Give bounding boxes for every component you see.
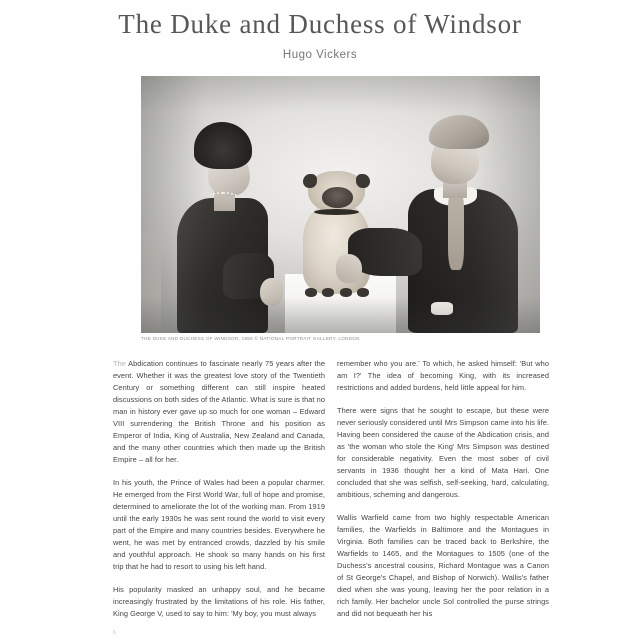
page-number: 6	[113, 630, 116, 636]
paragraph	[113, 477, 325, 573]
body-column-left	[113, 358, 325, 630]
paragraph-text: There were signs that he sought to escape, but these were never seriously considered until Mrs Simpson came into his life. Having been considered the cause of the Abdication crisis, and as 'the woman who stole the King' Mrs Simpson was destined for considerable negativity. Even the most sober of civil servants in 1936 thought her a kind of Mata Hari. One concluded that she was selfish, self-seeking, hard, calculating, ambitious, scheming and dangerous.	[337, 406, 549, 499]
paragraph-text: Wallis Warfield came from two highly respectable American families, the Warfields in Baltimore and the Montagues in Virginia. Both families can be traced back to Berkshire, the Warfields to 1465, and the Montagues to 1505 (one of the Duchess's ancestral cousins, Richard Montague was a Canon of St George's Chapel, and Bishop of Norwich). Wallis's father died when she was young, leaving her the poor relation in a rich family. Her bachelor uncle Sol controlled the purse strings and did not bequeath her his	[337, 513, 549, 618]
paragraph	[337, 405, 549, 501]
article-header	[0, 0, 640, 61]
paragraph-text: In his youth, the Prince of Wales had been a popular charmer. He emerged from the First World War, full of hope and promise, determined to ameliorate the lot of the working man. From 1919 until the early 1930s he was sent round the world to visit every part of the Empire and many countries besides. Everywhere he went, he was met by entranced crowds, dazzled by his smile and youthful approach. He shook so many hands on his first trip that he had to resort to using his left hand.	[113, 478, 325, 571]
article-author: Hugo Vickers	[282, 49, 358, 62]
body-column-right	[337, 358, 549, 630]
page-title: The Duke and Duchess of Windsor	[118, 9, 522, 39]
body-text-columns	[113, 358, 640, 630]
paragraph	[337, 512, 549, 620]
paragraph	[113, 358, 325, 466]
article-figure	[141, 76, 540, 333]
paragraph-text: remember who you are.' To which, he asked himself: 'But who am I?' The idea of becoming King, with its increased restrictions and added burdens, held little appeal for him.	[337, 359, 549, 392]
paragraph-lead-in: The	[113, 359, 126, 368]
figure-caption: THE DUKE AND DUCHESS OF WINDSOR, 1955 © NATIONAL PORTRAIT GALLERY, LONDON	[141, 336, 360, 341]
paragraph	[337, 358, 549, 394]
paragraph-text: Abdication continues to fascinate nearly 75 years after the event. Whether it was the greatest love story of the Twentieth Century or something different can still inspire heated discussions on both sides of the Atlantic. What is sure is that no man in history ever gave up so much for one woman – Edward VIII surrendering the British Throne and his position as Emperor of India, King of Australia, New Zealand and Canada, and the many other countries which then made up the British Empire – all for her.	[113, 359, 325, 464]
photo-vignette	[141, 76, 540, 333]
paragraph	[113, 584, 325, 620]
paragraph-text: His popularity masked an unhappy soul, and he became increasingly frustrated by the limitations of his role. His father, King George V, used to say to him: 'My boy, you must always	[113, 585, 325, 618]
photograph-duke-and-duchess	[141, 76, 540, 333]
